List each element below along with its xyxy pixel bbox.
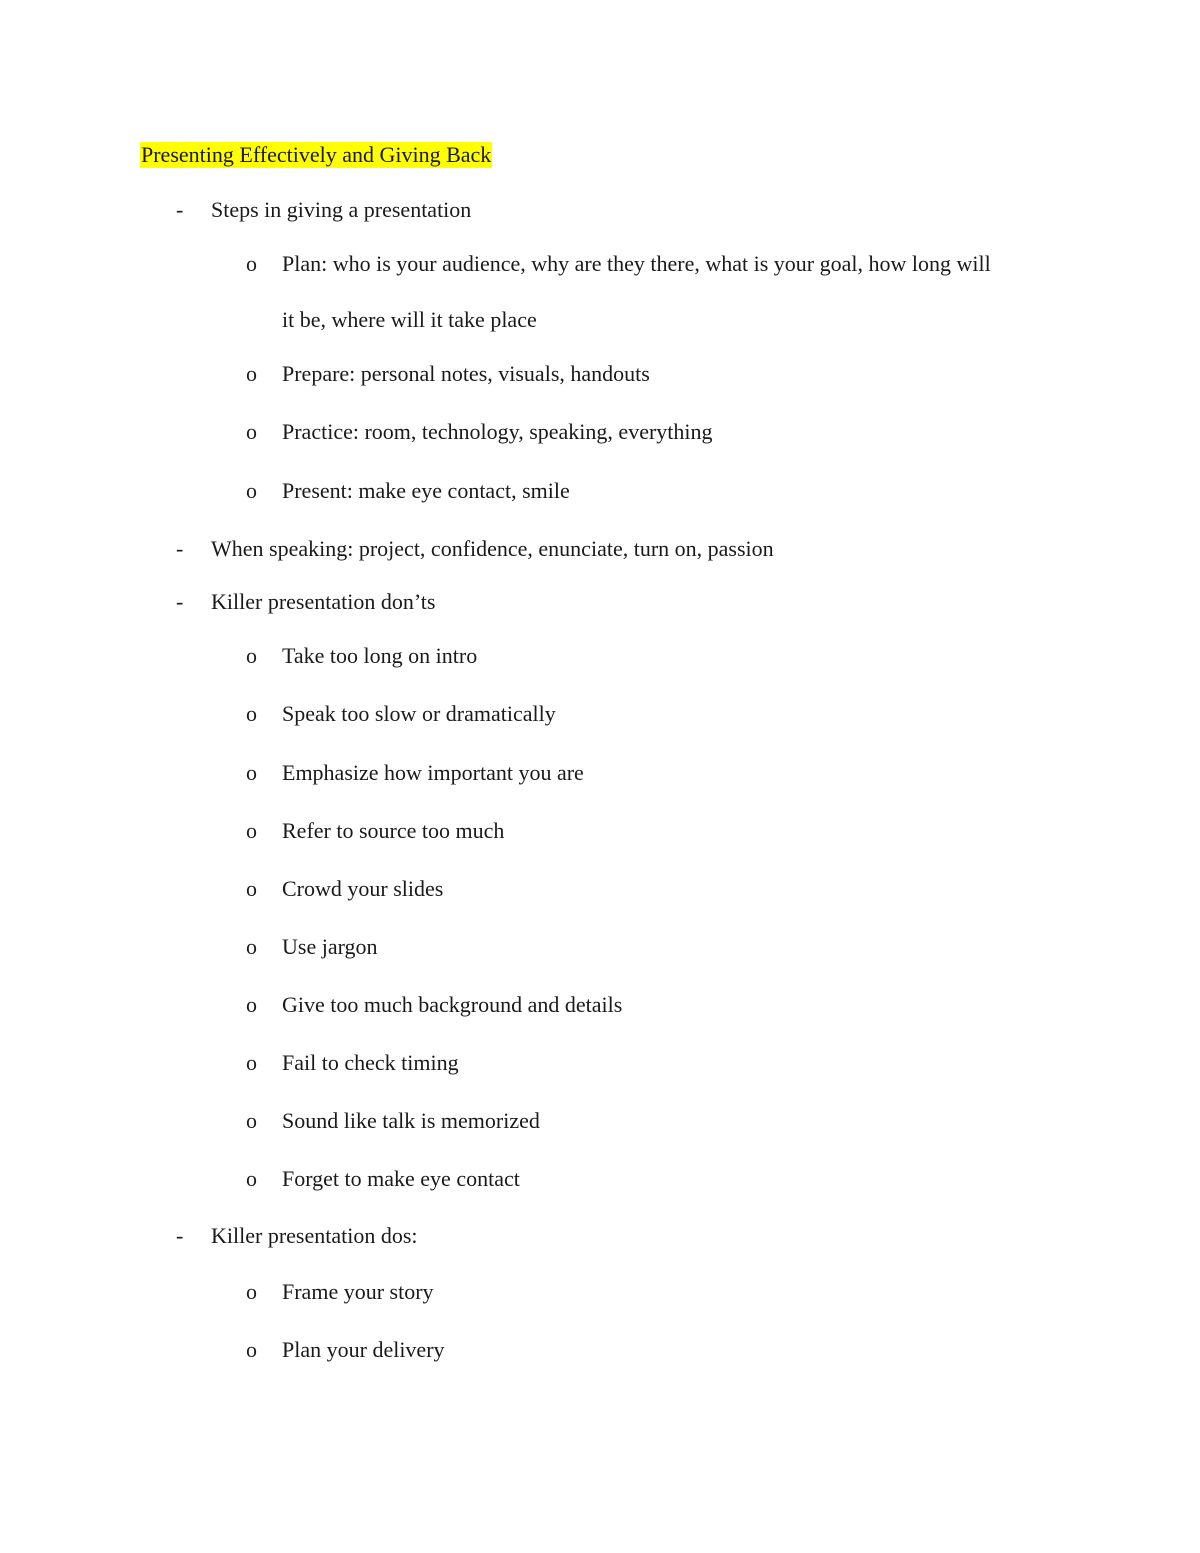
sub-bullet: o [246, 1050, 257, 1075]
steps-heading: Steps in giving a presentation [211, 197, 472, 222]
sub-bullet: o [246, 1279, 257, 1304]
list-item: Refer to source too much [282, 818, 505, 843]
list-item: Plan your delivery [282, 1337, 445, 1362]
list-item: Take too long on intro [282, 643, 478, 668]
sub-bullet: o [246, 478, 257, 503]
list-item: Frame your story [282, 1279, 434, 1304]
sub-bullet: o [246, 361, 257, 386]
sub-bullet: o [246, 760, 257, 785]
sub-bullet: o [246, 251, 257, 276]
sub-bullet: o [246, 1166, 257, 1191]
sub-bullet: o [246, 1337, 257, 1362]
list-item: Sound like talk is memorized [282, 1108, 540, 1133]
list-item: Crowd your slides [282, 876, 444, 901]
dash-bullet: - [176, 197, 184, 222]
sub-bullet: o [246, 876, 257, 901]
dash-bullet: - [176, 536, 184, 561]
list-item: Plan: who is your audience, why are they there, what is your goal, how long will [282, 251, 991, 276]
list-item: Give too much background and details [282, 992, 623, 1017]
dash-bullet: - [176, 1223, 184, 1248]
list-item-continuation: it be, where will it take place [282, 307, 537, 332]
sub-bullet: o [246, 701, 257, 726]
sub-bullet: o [246, 419, 257, 444]
sub-bullet: o [246, 818, 257, 843]
list-item: Prepare: personal notes, visuals, handouts [282, 361, 650, 386]
dash-bullet: - [176, 589, 184, 614]
speaking-item: When speaking: project, confidence, enunciate, turn on, passion [211, 536, 774, 561]
sub-bullet: o [246, 643, 257, 668]
sub-bullet: o [246, 934, 257, 959]
document-title: Presenting Effectively and Giving Back [141, 142, 492, 167]
sub-bullet: o [246, 1108, 257, 1133]
list-item: Present: make eye contact, smile [282, 478, 570, 503]
sub-bullet: o [246, 992, 257, 1017]
list-item: Fail to check timing [282, 1050, 459, 1075]
donts-heading: Killer presentation don’ts [211, 589, 436, 614]
list-item: Speak too slow or dramatically [282, 701, 556, 726]
list-item: Use jargon [282, 934, 378, 959]
list-item: Practice: room, technology, speaking, everything [282, 419, 713, 444]
list-item: Emphasize how important you are [282, 760, 584, 785]
list-item: Forget to make eye contact [282, 1166, 520, 1191]
dos-heading: Killer presentation dos: [211, 1223, 418, 1248]
